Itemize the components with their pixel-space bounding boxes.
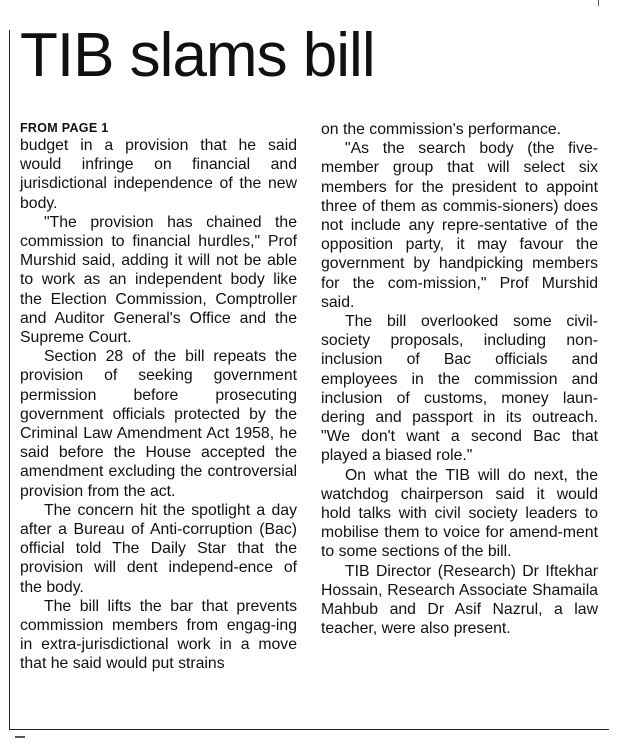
left-column-rule — [9, 30, 10, 730]
top-edge-mark — [598, 0, 599, 6]
paragraph: The bill lifts the bar that prevents commission members from engag-ing in extra-jurisdictional work in a move that he said would put strains — [20, 597, 297, 673]
bottom-edge-mark — [15, 736, 25, 738]
headline: TIB slams bill — [20, 21, 375, 90]
paragraph: On what the TIB will do next, the watchdog chairperson said it would hold talks with civil society leaders to mobilise them to voice for amend-ment to some sections of the bill. — [321, 466, 598, 561]
paragraph: budget in a provision that he said would infringe on financial and jurisdictional independence of the new body. — [20, 137, 297, 212]
paragraph: "As the search body (the five-member group that will select six members for the president to appoint three of them as commis-sioners) does not include any repre-sentative of the opposition party, it may favour the government by handpicking members for the com-mission," Prof Murshid said. — [321, 140, 598, 311]
paragraph: on the commission's performance. — [321, 121, 562, 138]
paragraph: "The provision has chained the commission to financial hurdles," Prof Murshid said, adding it will not be able to work as an independent body like the Election Commission, Comptroller and Auditor General's Office and the Supreme Court. — [20, 213, 297, 347]
paragraph: The bill overlooked some civil-society proposals, including non-inclusion of Bac officials and employees in the commission and inclusion of customs, money laun-dering and passport in its outreach. "We don't want a second Bac that played a biased role." — [321, 313, 598, 465]
paragraph: TIB Director (Research) Dr Iftekhar Hossain, Research Associate Shamaila Mahbub and Dr Asif Nazrul, a law teacher, were also present. — [321, 562, 598, 638]
paragraph: The concern hit the spotlight a day after a Bureau of Anti-corruption (Bac) official told The Daily Star that the provision will dent independ-ence of the body. — [20, 501, 297, 596]
paragraph: Section 28 of the bill repeats the provision of seeking government permission before prosecuting government officials protected by the Criminal Law Amendment Act 1958, he said before the House accepted the amendment excluding the controversial provision from the act. — [20, 348, 297, 500]
dateline: FROM PAGE 1 — [20, 121, 109, 135]
bottom-rule — [9, 729, 609, 730]
article-column-right — [321, 120, 598, 638]
article-column-left — [20, 120, 297, 674]
